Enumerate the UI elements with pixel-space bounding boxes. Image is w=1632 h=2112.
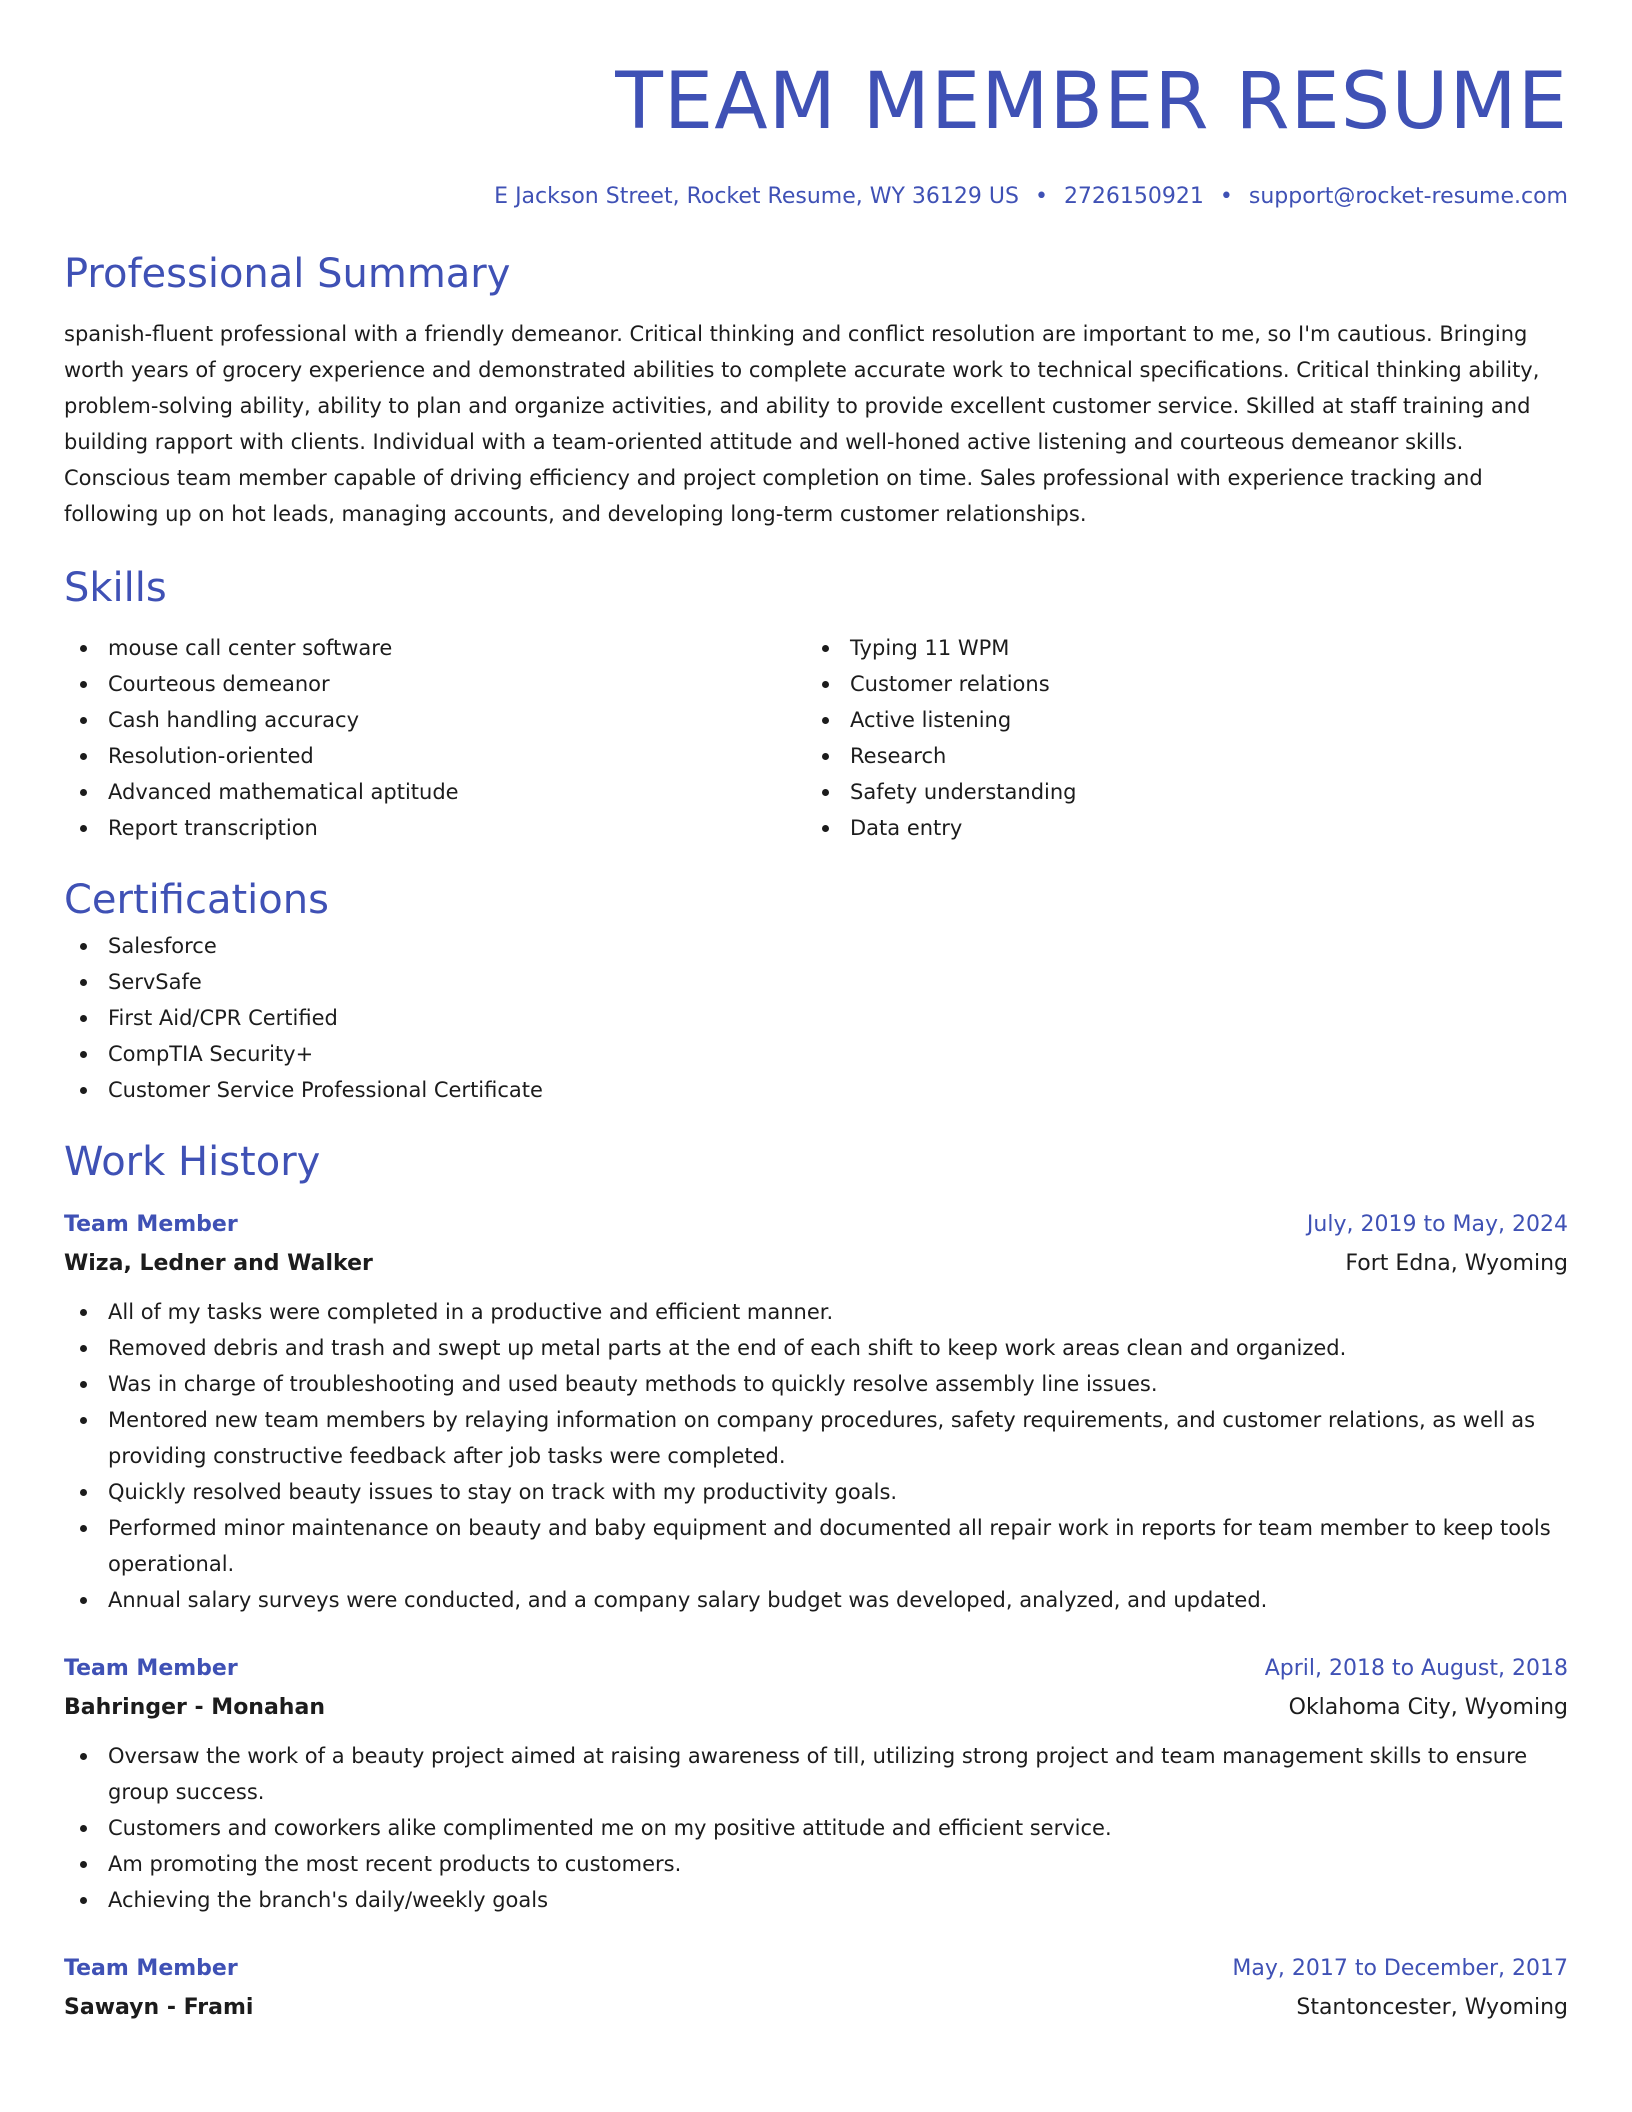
job-duty-item: Achieving the branch's daily/weekly goals — [64, 1882, 1568, 1918]
work-history-heading: Work History — [64, 1139, 321, 1185]
skill-item: mouse call center software — [64, 630, 806, 666]
job-header — [64, 1950, 1568, 1988]
job-duty-item: Customers and coworkers alike complimented me on my positive attitude and efficient service. — [64, 1810, 1568, 1846]
job-company: Wiza, Ledner and Walker — [64, 1251, 373, 1276]
job-duty-item: Removed debris and trash and swept up metal parts at the end of each shift to keep work areas clean and organized. — [64, 1330, 1568, 1366]
job-entry — [64, 1206, 1568, 1618]
contact-line — [64, 182, 1568, 212]
skill-item: Report transcription — [64, 810, 806, 846]
contact-phone: 2726150921 — [1063, 184, 1204, 209]
job-duty-item: Was in charge of troubleshooting and used beauty methods to quickly resolve assembly line issues. — [64, 1366, 1568, 1402]
skills-heading: Skills — [64, 565, 167, 611]
job-title: Team Member — [64, 1656, 238, 1681]
job-entry — [64, 1950, 1568, 2028]
job-subheader — [64, 1988, 1568, 2028]
skills-column-left — [64, 630, 806, 846]
job-header — [64, 1206, 1568, 1244]
skill-item: Advanced mathematical aptitude — [64, 774, 806, 810]
job-duty-item: Mentored new team members by relaying information on company procedures, safety requirements, and customer relations, as well as providing constructive feedback after job tasks were completed. — [64, 1402, 1568, 1474]
job-company: Sawayn - Frami — [64, 1995, 254, 2020]
resume-page — [64, 0, 1568, 2028]
certification-item: Salesforce — [64, 928, 1568, 964]
job-dates: July, 2019 to May, 2024 — [1306, 1212, 1568, 1237]
job-header — [64, 1650, 1568, 1688]
skill-item: Customer relations — [806, 666, 1548, 702]
job-duty-item: Oversaw the work of a beauty project aimed at raising awareness of till, utilizing strong project and team management skills to ensure group success. — [64, 1738, 1568, 1810]
certification-item: First Aid/CPR Certified — [64, 1000, 1568, 1036]
job-duty-item: Annual salary surveys were conducted, and a company salary budget was developed, analyzed, and updated. — [64, 1582, 1568, 1618]
summary-text: spanish-fluent professional with a friendly demeanor. Critical thinking and conflict resolution are important to me, so I'm cautious. Bringing worth years of grocery experience and demonstrated abilities to complete accurate work to technical specifications. Critical thinking ability, problem-solving ability, ability to plan and organize activities, and ability to provide excellent customer service. Skilled at staff training and building rapport with clients. Individual with a team-oriented attitude and well-honed active listening and courteous demeanor skills. Conscious team member capable of driving efficiency and project completion on time. Sales professional with experience tracking and following up on hot leads, managing accounts, and developing long-term customer relationships. — [64, 322, 1540, 526]
contact-separator: • — [1034, 184, 1048, 209]
skills-column-right — [806, 630, 1548, 846]
job-subheader — [64, 1244, 1568, 1284]
skill-item: Cash handling accuracy — [64, 702, 806, 738]
job-duty-item: Am promoting the most recent products to customers. — [64, 1846, 1568, 1882]
job-dates: April, 2018 to August, 2018 — [1264, 1656, 1568, 1681]
summary-heading: Professional Summary — [64, 251, 511, 297]
skill-item: Resolution-oriented — [64, 738, 806, 774]
job-location: Oklahoma City, Wyoming — [1288, 1695, 1568, 1720]
skills-list — [64, 630, 1568, 846]
job-title: Team Member — [64, 1212, 238, 1237]
job-title: Team Member — [64, 1956, 238, 1981]
certifications-list — [64, 928, 1568, 1108]
job-company: Bahringer - Monahan — [64, 1695, 325, 1720]
job-duty-item: Quickly resolved beauty issues to stay on track with my productivity goals. — [64, 1474, 1568, 1510]
job-entry — [64, 1650, 1568, 1918]
certification-item: ServSafe — [64, 964, 1568, 1000]
resume-name: TEAM MEMBER RESUME — [615, 57, 1568, 147]
job-dates: May, 2017 to December, 2017 — [1232, 1956, 1568, 1981]
job-duty-item: All of my tasks were completed in a productive and efficient manner. — [64, 1294, 1568, 1330]
certifications-heading: Certifications — [64, 877, 329, 923]
job-subheader — [64, 1688, 1568, 1728]
job-location: Stantoncester, Wyoming — [1296, 1995, 1568, 2020]
job-duties — [64, 1294, 1568, 1618]
certification-item: CompTIA Security+ — [64, 1036, 1568, 1072]
skill-item: Data entry — [806, 810, 1548, 846]
skill-item: Active listening — [806, 702, 1548, 738]
job-duties — [64, 1738, 1568, 1918]
contact-separator: • — [1219, 184, 1233, 209]
skill-item: Research — [806, 738, 1548, 774]
job-location: Fort Edna, Wyoming — [1345, 1251, 1568, 1276]
skill-item: Safety understanding — [806, 774, 1548, 810]
contact-email: support@rocket-resume.com — [1248, 184, 1568, 209]
skill-item: Typing 11 WPM — [806, 630, 1548, 666]
certification-item: Customer Service Professional Certificate — [64, 1072, 1568, 1108]
skill-item: Courteous demeanor — [64, 666, 806, 702]
contact-address: E Jackson Street, Rocket Resume, WY 36129 US — [494, 184, 1019, 209]
job-duty-item: Performed minor maintenance on beauty and baby equipment and documented all repair work in reports for team member to keep tools operational. — [64, 1510, 1568, 1582]
